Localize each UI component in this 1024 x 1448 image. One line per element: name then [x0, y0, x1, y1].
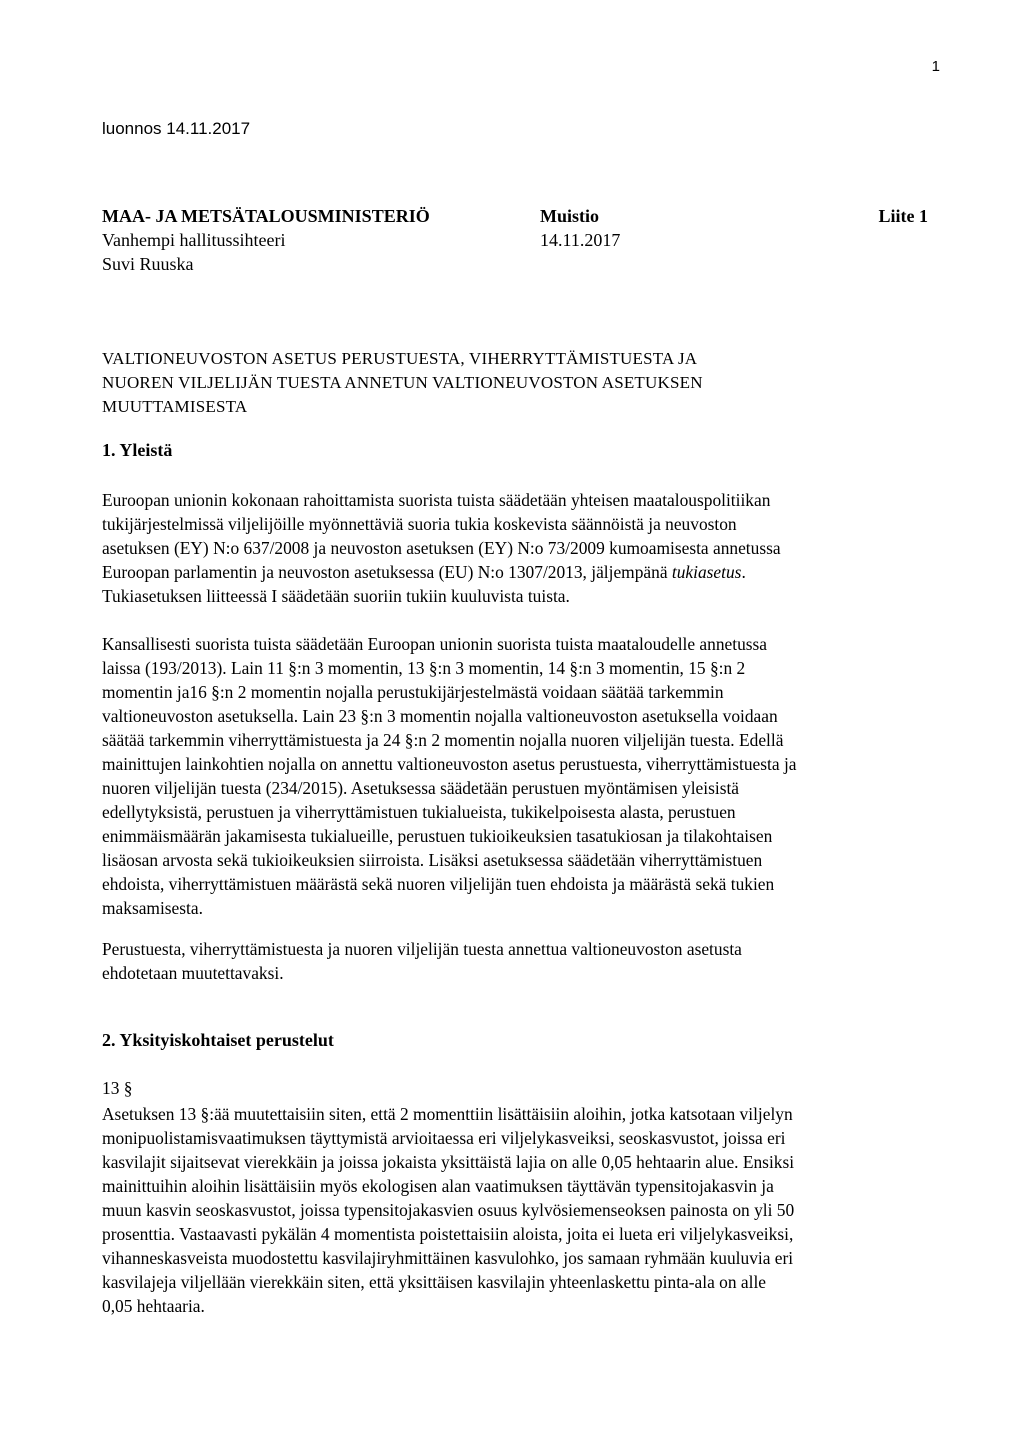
defined-term: tukiasetus: [671, 562, 742, 582]
paragraph-proposal: [102, 937, 932, 985]
paragraph-line: lisäosan arvosta sekä tukioikeuksien siirroista. Lisäksi asetuksessa säädetään viherryttämistuen: [102, 850, 763, 870]
doc-date: 14.11.2017: [540, 230, 621, 250]
page-number: 1: [931, 58, 940, 75]
paragraph-line: monipuolistamisvaatimuksen täyttymistä arvioitaessa eri viljelykasveiksi, seoskasvustot, joissa eri: [102, 1128, 786, 1148]
paragraph-line: ehdoista, viherryttämistuen määrästä sekä nuoren viljelijän tuen ehdoista ja määrästä sekä tukien: [102, 874, 775, 894]
paragraph-line: kasvilajit sijaitsevat vierekkäin ja joissa jokaista yksittäistä lajia on alle 0,05 hehtaarin alue. Ensiksi: [102, 1152, 795, 1172]
title-line: NUOREN VILJELIJÄN TUESTA ANNETUN VALTIONEUVOSTON ASETUKSEN: [102, 373, 703, 392]
section-heading-detailed: 2. Yksityiskohtaiset perustelut: [102, 1030, 334, 1050]
paragraph-line: momentin ja16 §:n 2 momentin nojalla perustukijärjestelmästä voidaan säätää tarkemmin: [102, 682, 724, 702]
paragraph-line: Asetuksen 13 §:ää muutettaisiin siten, että 2 momenttiin lisättäisiin aloihin, jotka katsotaan viljelyn: [102, 1104, 793, 1124]
paragraph-line: Kansallisesti suorista tuista säädetään Euroopan unionin suorista tuista maataloudelle annetussa: [102, 634, 768, 654]
paragraph-line: [102, 560, 932, 584]
paragraph-section-13: [102, 1102, 932, 1318]
attachment-label: Liite 1: [878, 206, 928, 226]
paragraph-line: Tukiasetuksen liitteessä I säädetään suoriin tukiin kuuluvista tuista.: [102, 586, 570, 606]
paragraph-line: mainittujen lainkohtien nojalla on annettu valtioneuvoston asetus perustuesta, viherryttämistuesta ja: [102, 754, 797, 774]
draft-label: luonnos 14.11.2017: [102, 119, 251, 138]
title-line: VALTIONEUVOSTON ASETUS PERUSTUESTA, VIHERRYTTÄMISTUESTA JA: [102, 349, 698, 368]
paragraph-line: maksamisesta.: [102, 898, 203, 918]
paragraph-line: nuoren viljelijän tuesta (234/2015). Asetuksessa säädetään perustuen myöntämisen yleisistä: [102, 778, 740, 798]
paragraph-line: laissa (193/2013). Lain 11 §:n 3 momentin, 13 §:n 3 momentin, 14 §:n 3 momentin, 15 §:n 2: [102, 658, 746, 678]
paragraph-line: valtioneuvoston asetuksella. Lain 23 §:n 3 momentin nojalla valtioneuvoston asetuksella voidaan: [102, 706, 778, 726]
paragraph-line: asetuksen (EY) N:o 637/2008 ja neuvoston asetuksen (EY) N:o 73/2009 kumoamisesta annetussa: [102, 538, 781, 558]
paragraph-national-legislation: [102, 632, 932, 920]
paragraph-line: mainittuihin aloihin lisättäisiin myös ekologisen alan vaatimuksen täyttävän typensitojakasvin ja: [102, 1176, 774, 1196]
paragraph-eu-direct-payments: [102, 488, 932, 608]
line-text: Euroopan parlamentin ja neuvoston asetuksessa (EU) N:o 1307/2013, jäljempänä: [102, 562, 672, 582]
paragraph-line: Euroopan unionin kokonaan rahoittamista suorista tuista säädetään yhteisen maatalouspolitiikan: [102, 490, 771, 510]
paragraph-line: tukijärjestelmissä viljelijöille myönnettäviä suoria tukia koskevista säännöistä ja neuvoston: [102, 514, 737, 534]
document-title: [102, 347, 902, 419]
subsection-label: 13 §: [102, 1078, 133, 1098]
paragraph-line: enimmäismäärän jakamisesta tukialueille, perustuen tukioikeuksien tasatukiosan ja tilakohtaisen: [102, 826, 773, 846]
paragraph-line: ehdotetaan muutettavaksi.: [102, 963, 284, 983]
paragraph-line: edellytyksistä, perustuen ja viherryttämistuen tukialueista, tukikelpoisesta alasta, perustuen: [102, 802, 736, 822]
paragraph-line: 0,05 hehtaaria.: [102, 1296, 205, 1316]
paragraph-line: muun kasvin seoskasvustot, joissa typensitojakasvien osuus kylvösiemenseoksen painosta on yli 50: [102, 1200, 795, 1220]
line-text: .: [741, 562, 746, 582]
paragraph-line: säätää tarkemmin viherryttämistuesta ja 24 §:n 2 momentin nojalla nuoren viljelijän tuesta. Edellä: [102, 730, 784, 750]
paragraph-line: vihanneskasveista muodostettu kasvilajiryhmittäinen kasvulohko, jos samaan ryhmään kuuluvia eri: [102, 1248, 794, 1268]
paragraph-line: kasvilajeja viljellään vierekkäin siten, että yksittäisen kasvilajin yhteenlaskettu pinta-ala on alle: [102, 1272, 767, 1292]
author-name: Suvi Ruuska: [102, 254, 194, 274]
paragraph-line: Perustuesta, viherryttämistuesta ja nuoren viljelijän tuesta annettua valtioneuvoston asetusta: [102, 939, 742, 959]
paragraph-line: prosenttia. Vastaavasti pykälän 4 momentista poistettaisiin aloista, joita ei lueta eri viljelykasveiksi,: [102, 1224, 794, 1244]
ministry-name: MAA- JA METSÄTALOUSMINISTERIÖ: [102, 206, 430, 226]
section-heading-general: 1. Yleistä: [102, 440, 173, 460]
title-line: MUUTTAMISESTA: [102, 397, 248, 416]
doc-type: Muistio: [540, 206, 600, 226]
author-title: Vanhempi hallitussihteeri: [102, 230, 286, 250]
